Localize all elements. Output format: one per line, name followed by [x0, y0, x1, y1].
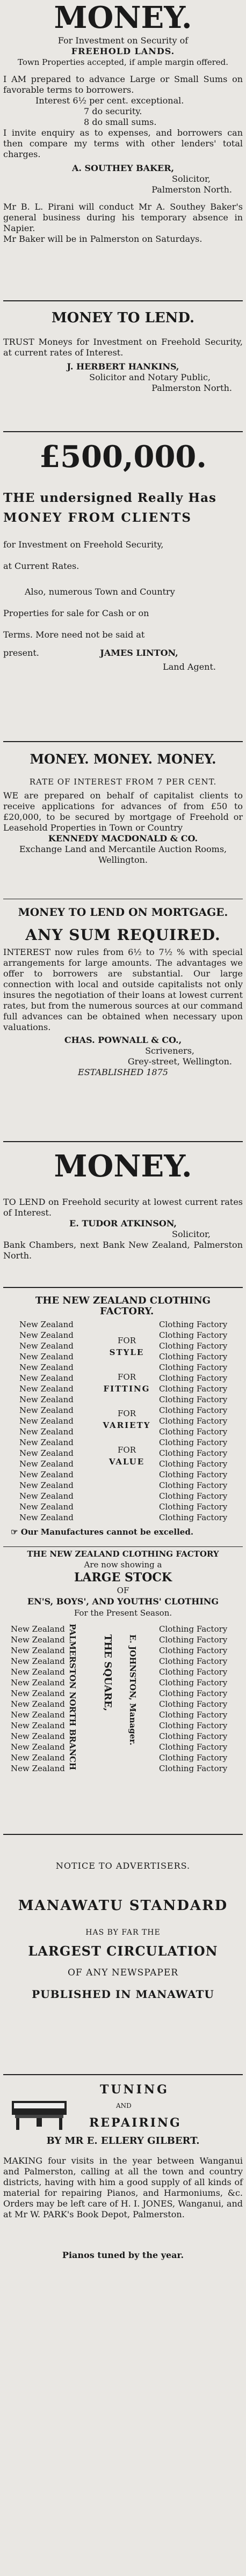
- clothing-factory-line: Clothing Factory: [159, 1764, 228, 1773]
- clothing-factory-line: Clothing Factory: [159, 1373, 228, 1383]
- middle-column: [100, 1335, 154, 1481]
- ad-title: MONEY TO LEND ON MORTGAGE.: [18, 906, 228, 919]
- clothing-factory-line: Clothing Factory: [159, 1699, 228, 1709]
- piano-icon: [10, 2097, 69, 2131]
- ad-line: HAS BY FAR THE: [85, 1928, 161, 1937]
- ad-established: ESTABLISHED 1875: [78, 1067, 168, 1077]
- new-zealand-line: New Zealand: [11, 1753, 65, 1763]
- rate-line: 7 do security.: [84, 106, 142, 116]
- hand-pointer-icon: ☞: [11, 1527, 18, 1537]
- ad-title: MONEY.: [54, 0, 192, 35]
- column-rule: [3, 1546, 243, 1547]
- middle-word: VALUE: [108, 1457, 145, 1467]
- ad-line: Properties for sale for Cash or on: [3, 608, 149, 618]
- clothing-factory-line: Clothing Factory: [159, 1427, 228, 1437]
- ad-body: MAKING four visits in the year between Wanganui and Palmerston, calling at all the town and country districts, having with him a good supply of all kinds of material for repairing Pianos, and Harmoniums, &c. Orders may be left care of H. I. JONES, Wanganui, and at Mr W. PARK's Book Depot, Palmerston.: [3, 2156, 243, 2219]
- new-zealand-line: New Zealand: [11, 1678, 65, 1687]
- clothing-factory-line: Clothing Factory: [159, 1448, 228, 1458]
- ad-subtitle: ANY SUM REQUIRED.: [25, 926, 221, 944]
- ad-role: Solicitor and Notary Public,: [89, 372, 211, 382]
- ad-heading: THE NEW ZEALAND CLOTHING: [35, 1295, 211, 1306]
- ad-body: WE are prepared on behalf of capitalist clients to receive applications for advances of from £50 to £20,000, to be secured by mortgage of Freehold or Leasehold Properties in Town or Country: [3, 790, 243, 833]
- new-zealand-line: New Zealand: [19, 1513, 74, 1522]
- new-zealand-line: New Zealand: [19, 1384, 74, 1394]
- column-rule: [3, 741, 243, 742]
- rate-line: 8 do small sums.: [84, 117, 157, 127]
- clothing-factory-line: Clothing Factory: [159, 1330, 228, 1340]
- clothing-factory-line: Clothing Factory: [159, 1352, 228, 1361]
- new-zealand-line: New Zealand: [11, 1742, 65, 1752]
- ad-by-line: BY MR E. ELLERY GILBERT.: [46, 2135, 200, 2146]
- right-column: [159, 1624, 227, 1774]
- manawatu-standard-ad: [3, 1839, 243, 2005]
- clothing-factory-line: Clothing Factory: [159, 1689, 228, 1698]
- ad-line: Also, numerous Town and Country: [25, 587, 175, 597]
- ad-line: OF ANY NEWSPAPER: [67, 1967, 179, 1978]
- column-rule: [3, 300, 243, 301]
- ad-signature: E. TUDOR ATKINSON,: [69, 1218, 177, 1228]
- clothing-factory-line: Clothing Factory: [159, 1721, 228, 1730]
- ad-body: I AM prepared to advance Large or Small Sums on favorable terms to borrowers.: [3, 74, 243, 95]
- ad-body: I invite enquiry as to expenses, and borrowers can then compare my terms with other lenders' total charges.: [3, 128, 243, 159]
- ad-notice: Mr Baker will be in Palmerston on Saturdays.: [3, 234, 202, 244]
- ad-heading: FACTORY.: [100, 1306, 154, 1317]
- ad-title: MONEY. MONEY. MONEY.: [30, 751, 216, 767]
- ad-line: For Investment on Security of: [57, 35, 189, 46]
- ad-title: MONEY TO LEND.: [51, 310, 195, 326]
- ad-body: INTEREST now rules from 6½ to 7½ % with special arrangements for large amounts. The advantages we offer to borrowers are substantial. Our large connection with local and outside capitalists not only insures the negotiation of their loans at lowest current rates, but from the numerous sources at our command full advances can be obtained when necessary upon valuations.: [3, 947, 243, 1032]
- column-rule: [3, 2074, 243, 2075]
- ad-rate: RATE OF INTEREST FROM 7 PER CENT.: [29, 777, 217, 787]
- ad-line: FREEHOLD LANDS.: [71, 46, 175, 56]
- money-ad-pownall: [3, 901, 243, 1078]
- clothing-factory-line: Clothing Factory: [159, 1459, 228, 1469]
- branch-label: PALMERSTON NORTH BRANCH: [68, 1624, 77, 1771]
- clothing-factory-line: Clothing Factory: [159, 1656, 228, 1666]
- ad-line: present.: [3, 648, 39, 658]
- ad-place: Grey-street, Wellington.: [127, 1056, 232, 1067]
- ad-line: For the Present Season.: [74, 1608, 172, 1618]
- new-zealand-line: New Zealand: [11, 1635, 65, 1645]
- tuning-label: TUNING: [100, 2083, 169, 2097]
- clothing-factory-line: Clothing Factory: [159, 1731, 228, 1741]
- ad-place: Palmerston North.: [151, 383, 232, 393]
- ad-line: at Current Rates.: [3, 561, 79, 571]
- repairing-label: REPAIRING: [89, 2116, 182, 2130]
- middle-word: STYLE: [109, 1348, 144, 1357]
- clothing-factory-line: Clothing Factory: [159, 1438, 228, 1447]
- column-rule: [3, 1141, 243, 1142]
- new-zealand-line: New Zealand: [19, 1448, 74, 1458]
- middle-word: FOR: [118, 1372, 136, 1382]
- money-ad-macdonald: [3, 745, 243, 865]
- new-zealand-line: New Zealand: [11, 1764, 65, 1773]
- ad-place: Palmerston North.: [151, 184, 232, 195]
- column-rule: [3, 1834, 243, 1835]
- new-zealand-line: New Zealand: [11, 1656, 65, 1666]
- clothing-factory-line: Clothing Factory: [159, 1753, 228, 1763]
- ad-signature: J. HERBERT HANKINS,: [67, 361, 179, 372]
- paper-name: MANAWATU STANDARD: [18, 1898, 228, 1914]
- and-label: AND: [116, 2102, 132, 2109]
- new-zealand-line: New Zealand: [19, 1363, 74, 1372]
- ad-role: Solicitor,: [172, 174, 211, 184]
- clothing-factory-branch-ad: [3, 1549, 243, 1827]
- clothing-factory-line: Clothing Factory: [159, 1481, 228, 1490]
- clothing-factory-line: Clothing Factory: [159, 1341, 228, 1351]
- piano-tuning-ad: [3, 2078, 243, 2572]
- money-ad-baker: [3, 0, 243, 245]
- ad-heading: THE NEW ZEALAND CLOTHING FACTORY: [27, 1549, 219, 1559]
- clothing-factory-line: Clothing Factory: [159, 1502, 228, 1512]
- column-rule: [3, 1287, 243, 1288]
- ad-footer: [11, 1527, 193, 1537]
- left-column: [19, 1319, 74, 1523]
- clothing-factory-line: Clothing Factory: [159, 1405, 228, 1415]
- new-zealand-line: New Zealand: [19, 1481, 74, 1490]
- ad-signature: KENNEDY MACDONALD & CO.: [48, 833, 198, 843]
- ad-notice: Mr B. L. Pirani will conduct Mr A. Southey Baker's general business during his temporary absence in Napier.: [3, 202, 243, 233]
- middle-word: FOR: [118, 1409, 136, 1418]
- money-ad-atkinson: [3, 1145, 243, 1261]
- clothing-factory-line: Clothing Factory: [159, 1624, 228, 1634]
- new-zealand-line: New Zealand: [11, 1667, 65, 1677]
- new-zealand-line: New Zealand: [19, 1491, 74, 1501]
- ad-line: LARGEST CIRCULATION: [28, 1943, 218, 1959]
- new-zealand-line: New Zealand: [11, 1646, 65, 1655]
- ad-signature: A. SOUTHEY BAKER,: [71, 163, 175, 173]
- clothing-factory-line: Clothing Factory: [159, 1646, 228, 1655]
- clothing-factory-line: Clothing Factory: [159, 1363, 228, 1372]
- new-zealand-line: New Zealand: [11, 1624, 65, 1634]
- ad-body: TRUST Moneys for Investment on Freehold Security, at current rates of Interest.: [3, 337, 243, 358]
- new-zealand-line: New Zealand: [19, 1502, 74, 1512]
- ad-line: MONEY FROM CLIENTS: [3, 510, 192, 525]
- manager-label: E. JOHNSTON, Manager.: [128, 1634, 138, 1745]
- ad-line: Terms. More need not be said at: [3, 630, 145, 640]
- new-zealand-line: New Zealand: [19, 1373, 74, 1383]
- new-zealand-line: New Zealand: [19, 1459, 74, 1469]
- right-column: [159, 1319, 227, 1523]
- new-zealand-line: New Zealand: [19, 1470, 74, 1479]
- ad-line: THE undersigned Really Has: [3, 491, 216, 505]
- column-rule: [3, 431, 243, 432]
- ad-role: Scriveners,: [145, 1046, 194, 1056]
- clothing-factory-ad: [3, 1292, 243, 1560]
- new-zealand-line: New Zealand: [11, 1699, 65, 1709]
- new-zealand-line: New Zealand: [19, 1438, 74, 1447]
- ad-title: MONEY.: [54, 1149, 192, 1184]
- clothing-factory-line: Clothing Factory: [159, 1320, 228, 1329]
- ad-line: Town Properties accepted, if ample margin offered.: [18, 57, 228, 67]
- new-zealand-line: New Zealand: [19, 1405, 74, 1415]
- clothing-factory-line: Clothing Factory: [159, 1491, 228, 1501]
- rate-line: Interest 6½ per cent. exceptional.: [35, 95, 184, 106]
- clothing-factory-line: Clothing Factory: [159, 1470, 228, 1479]
- ad-signature: JAMES LINTON,: [100, 648, 178, 658]
- middle-word: VARIETY: [103, 1420, 151, 1430]
- ad-footer: Pianos tuned by the year.: [62, 2250, 184, 2260]
- new-zealand-line: New Zealand: [19, 1427, 74, 1437]
- new-zealand-line: New Zealand: [11, 1689, 65, 1698]
- ad-role: Land Agent.: [163, 662, 216, 672]
- ad-line: Are now showing a: [84, 1560, 162, 1570]
- middle-word: FITTING: [103, 1384, 150, 1394]
- clothing-factory-line: Clothing Factory: [159, 1416, 228, 1426]
- clothing-factory-line: Clothing Factory: [159, 1513, 228, 1522]
- new-zealand-line: New Zealand: [19, 1352, 74, 1361]
- new-zealand-line: New Zealand: [11, 1710, 65, 1720]
- clothing-factory-line: Clothing Factory: [159, 1742, 228, 1752]
- ad-signature: CHAS. POWNALL & CO.,: [64, 1035, 182, 1045]
- ad-line: for Investment on Freehold Security,: [3, 539, 164, 550]
- footer-text: Our Manufactures cannot be excelled.: [20, 1527, 194, 1537]
- clothing-factory-line: Clothing Factory: [159, 1710, 228, 1720]
- ad-place: Bank Chambers, next Bank New Zealand, Palmerston North.: [3, 1240, 243, 1261]
- new-zealand-line: New Zealand: [19, 1341, 74, 1351]
- ad-line: LARGE STOCK: [74, 1571, 172, 1585]
- new-zealand-line: New Zealand: [19, 1320, 74, 1329]
- ad-line: EN'S, BOYS', AND YOUTHS' CLOTHING: [27, 1596, 219, 1607]
- clothing-factory-line: Clothing Factory: [159, 1395, 228, 1404]
- new-zealand-line: New Zealand: [19, 1395, 74, 1404]
- middle-word: FOR: [118, 1336, 136, 1345]
- ad-line: OF: [117, 1586, 129, 1595]
- ad-role: Solicitor,: [172, 1229, 211, 1239]
- middle-word: FOR: [118, 1445, 136, 1455]
- new-zealand-line: New Zealand: [19, 1330, 74, 1340]
- left-column: [11, 1624, 65, 1774]
- money-ad-linton: [3, 435, 243, 672]
- clothing-factory-line: Clothing Factory: [159, 1384, 228, 1394]
- new-zealand-line: New Zealand: [11, 1721, 65, 1730]
- clothing-factory-line: Clothing Factory: [159, 1667, 228, 1677]
- ad-title: £500,000.: [39, 439, 207, 475]
- new-zealand-line: New Zealand: [11, 1731, 65, 1741]
- clothing-factory-line: Clothing Factory: [159, 1678, 228, 1687]
- ad-place: Exchange Land and Mercantile Auction Rooms, Wellington.: [19, 844, 227, 865]
- ad-line: PUBLISHED IN MANAWATU: [32, 1988, 214, 2001]
- notice-heading: NOTICE TO ADVERTISERS.: [55, 1861, 191, 1871]
- address-label: THE SQUARE,: [102, 1634, 113, 1712]
- new-zealand-line: New Zealand: [19, 1416, 74, 1426]
- clothing-factory-line: Clothing Factory: [159, 1635, 228, 1645]
- money-ad-hankins: [3, 305, 243, 394]
- ad-body: TO LEND on Freehold security at lowest current rates of Interest.: [3, 1197, 243, 1218]
